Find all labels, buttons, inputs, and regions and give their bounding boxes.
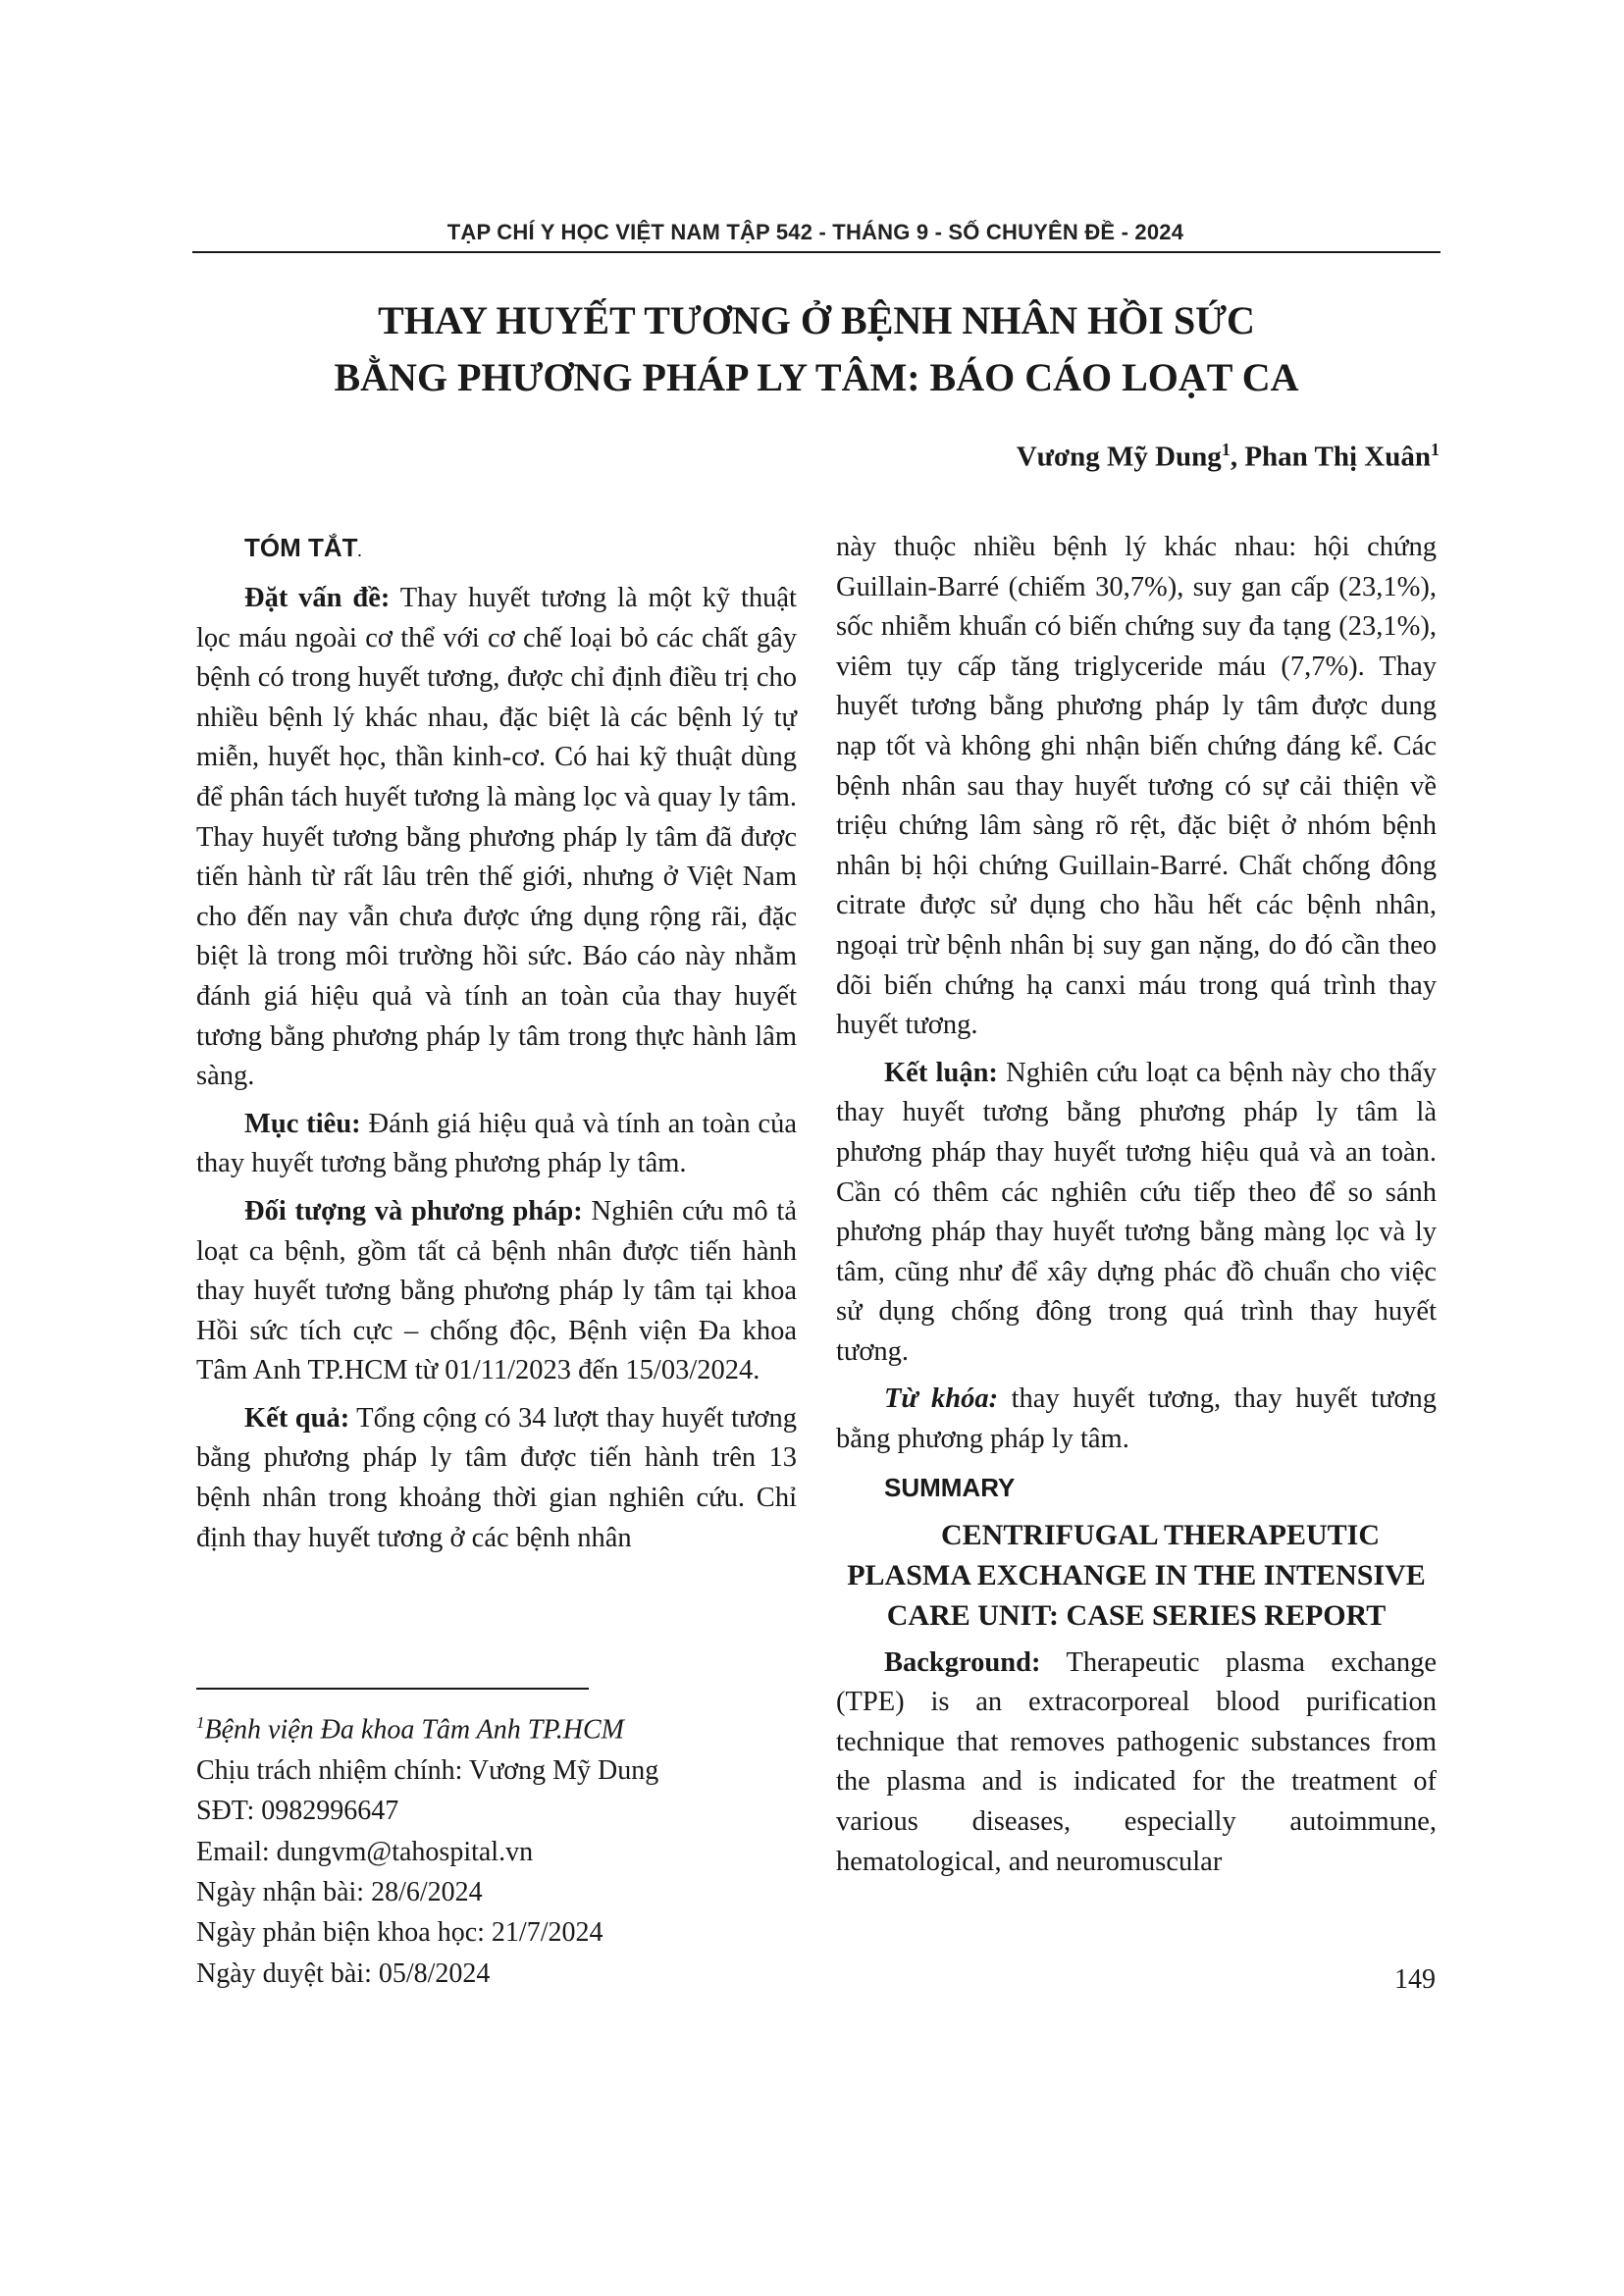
summary-heading: SUMMARY (884, 1472, 1016, 1502)
abstract-methods (196, 1192, 797, 1391)
abstract-conclusion (836, 1054, 1437, 1373)
conclusion-label: Kết luận: (884, 1057, 998, 1088)
title-line-1: THAY HUYẾT TƯƠNG Ở BỆNH NHÂN HỒI SỨC (378, 298, 1255, 342)
objective-label: Mục tiêu: (244, 1108, 361, 1139)
abstract-heading-text: TÓM TẮT (244, 533, 358, 562)
results-label: Kết quả: (244, 1402, 350, 1434)
abstract-heading (196, 528, 797, 571)
conclusion-text: Nghiên cứu loạt ca bệnh này cho thấy thay huyết tương bằng phương pháp ly tâm là phương pháp thay huyết tương hiệu quả và an toàn. Cần có thêm các nghiên cứu tiếp theo để so sánh phương pháp thay huyết tương bằng màng lọc và ly tâm, cũng như để xây dựng phác đồ chuẩn cho việc sử dụng chống đông trong quá trình thay huyết tương. (836, 1057, 1437, 1367)
footnote-email: Email: dungvm@tahospital.vn (196, 1836, 534, 1867)
abstract-objective (196, 1105, 797, 1184)
objective-text: Đánh giá hiệu quả và tính an toàn của thay huyết tương bằng phương pháp ly tâm. (196, 1108, 797, 1179)
background-text: Thay huyết tương là một kỹ thuật lọc máu ngoài cơ thể với cơ chế loại bỏ các chất gây bệnh có trong huyết tương, được chỉ định điều trị cho nhiều bệnh lý khác nhau, đặc biệt là các bệnh lý tự miễn, huyết học, thần kinh-cơ. Có hai kỹ thuật dùng để phân tách huyết tương là màng lọc và quay ly tâm. Thay huyết tương bằng phương pháp ly tâm đã được tiến hành từ rất lâu trên thế giới, nhưng ở Việt Nam cho đến nay vẫn chưa được ứng dụng rộng rãi, đặc biệt là trong môi trường hồi sức. Báo cáo này nhằm đánh giá hiệu quả và tính an toàn của thay huyết tương bằng phương pháp ly tâm trong thực hành lâm sàng. (196, 583, 797, 1092)
footnote-corresponding: Chịu trách nhiệm chính: Vương Mỹ Dung (196, 1754, 659, 1786)
footnote-received: Ngày nhận bài: 28/6/2024 (196, 1876, 483, 1907)
author-list (1017, 440, 1440, 474)
background-label: Đặt vấn đề: (244, 583, 391, 613)
abstract-heading-dot: . (357, 544, 362, 559)
author-2: Phan Thị Xuân (1244, 441, 1431, 473)
results-text: Tổng cộng có 34 lượt thay huyết tương bằng phương pháp ly tâm được tiến hành trên 13 bệnh nhân trong khoảng thời gian nghiên cứu. Chỉ định thay huyết tương ở các bệnh nhân (196, 1402, 798, 1553)
keywords-text: thay huyết tương, thay huyết tương bằng phương pháp ly tâm. (836, 1383, 1437, 1455)
summary-background-text: Therapeutic plasma exchange (TPE) is an extracorporeal blood purification technique that removes pathogenic substances from the plasma and is indicated for the treatment of various diseases, especially autoimmune, hematological, and neuromuscular (836, 1646, 1437, 1877)
english-title: CENTRIFUGAL THERAPEUTIC PLASMA EXCHANGE IN THE INTENSIVE CARE UNIT: CASE SERIES REPORT (847, 1518, 1426, 1632)
header-rule (192, 251, 1441, 253)
results-continued: này thuộc nhiều bệnh lý khác nhau: hội chứng Guillain-Barré (chiếm 30,7%), suy gan cấp (23,1%), sốc nhiễm khuẩn có biến chứng suy đa tạng (23,1%), viêm tụy cấp tăng triglyceride máu (7,7%). Thay huyết tương bằng phương pháp ly tâm được dung nạp tốt và không ghi nhận biến chứng đáng kể. Các bệnh nhân sau thay huyết tương có sự cải thiện về triệu chứng lâm sàng rõ rệt, đặc biệt ở nhóm bệnh nhân bị hội chứng Guillain-Barré. Chất chống đông citrate được sử dụng cho hầu hết các bệnh nhân, ngoại trừ bệnh nhân bị suy gan nặng, do đó cần theo dõi biến chứng hạ canxi máu trong quá trình thay huyết tương. (836, 532, 1437, 1041)
author-1-affiliation: 1 (1221, 440, 1231, 459)
summary-background (836, 1644, 1437, 1883)
author-2-affiliation: 1 (1431, 440, 1440, 459)
summary-background-label: Background: (884, 1646, 1041, 1678)
left-column (196, 528, 797, 1558)
page-number: 149 (1394, 1964, 1436, 1995)
methods-text: Nghiên cứu mô tả loạt ca bệnh, gồm tất cả bệnh nhân được tiến hành thay huyết tương bằng phương pháp ly tâm tại khoa Hồi sức tích cực – chống độc, Bệnh viện Đa khoa Tâm Anh TP.HCM từ 01/11/2023 đến 15/03/2024. (196, 1195, 797, 1386)
keywords-label: Từ khóa: (884, 1383, 999, 1415)
affiliation-text: Bệnh viện Đa khoa Tâm Anh TP.HCM (204, 1714, 624, 1746)
abstract-results (196, 1399, 797, 1558)
abstract-background (196, 579, 797, 1097)
author-1: Vương Mỹ Dung (1016, 441, 1222, 473)
footnote-rule (196, 1688, 589, 1690)
right-column (836, 528, 1437, 1882)
abstract-keywords (836, 1380, 1437, 1459)
footnote-phone: SĐT: 0982996647 (196, 1796, 399, 1827)
footnote-reviewed: Ngày phản biện khoa học: 21/7/2024 (196, 1917, 603, 1949)
journal-header: TẠP CHÍ Y HỌC VIỆT NAM TẬP 542 - THÁNG 9 - SỐ CHUYÊN ĐỀ - 2024 (446, 220, 1184, 244)
footnote-affiliation (196, 1702, 824, 1750)
methods-label: Đối tượng và phương pháp: (244, 1195, 583, 1226)
footnotes (196, 1702, 824, 1994)
affiliation-marker: 1 (196, 1713, 205, 1732)
article-title (192, 292, 1441, 406)
author-separator: , (1230, 441, 1245, 473)
footnote-accepted: Ngày duyệt bài: 05/8/2024 (196, 1957, 491, 1989)
title-line-2: BẰNG PHƯƠNG PHÁP LY TÂM: BÁO CÁO LOẠT CA (334, 355, 1299, 399)
